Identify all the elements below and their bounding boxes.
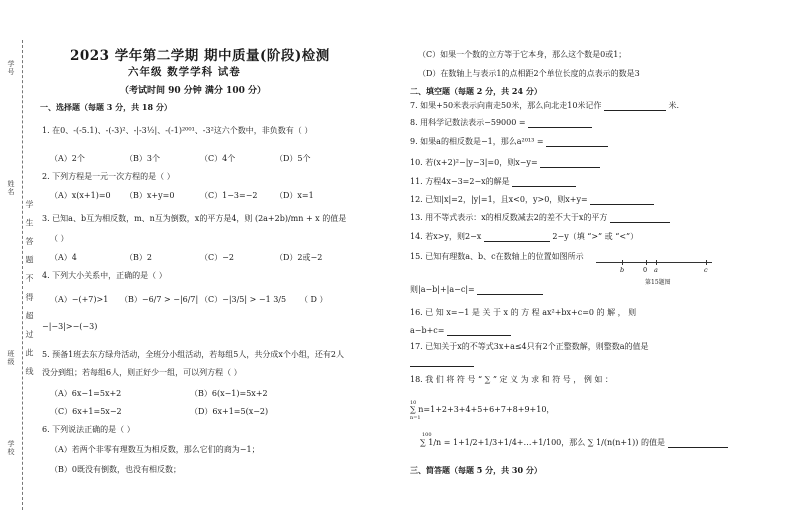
label-zero: 0 [643, 266, 648, 274]
q11-answer-blank[interactable] [512, 177, 576, 187]
q1-option-a: （A）2个 [50, 154, 85, 163]
q9-answer-blank[interactable] [546, 137, 608, 147]
q6-option-a: （A）若两个非零有理数互为相反数，那么它们的商为−1； [50, 445, 260, 454]
question-11 [410, 177, 576, 187]
question-16: 16. 已 知 x=−1 是 关 于 x 的 方 程 ax²+bx+c=0 的 解 ， 则 [410, 308, 637, 317]
q1-option-d: （D）5个 [275, 154, 311, 163]
question-15-b [410, 285, 543, 295]
label-b: b [620, 266, 625, 274]
exam-info: （考试时间 90 分钟 满分 100 分） [120, 86, 266, 96]
q15-answer-blank[interactable] [477, 285, 543, 295]
q2-option-d: （D）x=1 [275, 191, 314, 200]
q4-option-b: （B）−6/7 > −|6/7| [120, 295, 199, 304]
question-17: 17. 已知关于x的不等式3x+a≤4只有2个正整数解，则整数a的值是 [410, 342, 649, 351]
q8-answer-blank[interactable] [528, 118, 592, 128]
question-11-text: 11. 方程4x−3=2−x的解是 [410, 177, 510, 186]
exam-title: 2023 学年第二学期 期中质量(阶段)检测 [70, 48, 330, 64]
binding-label-xuehao: 学号 [7, 60, 15, 76]
question-12-text: 12. 已知|x|=2，|y|=1，且x<0，y>0，则x+y= [410, 195, 588, 204]
question-8 [410, 118, 592, 128]
figure-caption: 第15题图 [645, 279, 671, 286]
tick-zero [646, 260, 647, 265]
binding-label-name: 姓名 [7, 180, 15, 196]
q12-answer-blank[interactable] [590, 195, 654, 205]
question-16-b [410, 326, 511, 336]
tick-c [706, 260, 707, 265]
question-9-text: 9. 如果a的相反数是−1，那么a²⁰¹³ = [410, 137, 544, 146]
q14-answer-blank[interactable] [484, 232, 550, 242]
q5-option-b: （B）6(x−1)=5x+2 [190, 389, 268, 398]
question-15-b-text: 则|a−b|+|a−c|= [410, 285, 475, 294]
number-line-figure [596, 262, 712, 274]
q6-option-c: （C）如果一个数的立方等于它本身，那么这个数是0或1； [418, 50, 627, 59]
section3-heading: 三、简答题（每题 5 分，共 30 分） [410, 465, 542, 475]
question-1: 1. 在0、-(-5.1)、-(-3)²、-|-3½|、-(-1)²⁰⁰¹、-3²这六个数中，非负数有（ ） [42, 126, 313, 135]
label-c: c [704, 266, 708, 274]
sigma-upper-limit-2: 100 [422, 432, 432, 438]
q4-option-d: （ D ） [300, 295, 328, 304]
question-4: 4. 下列大小关系中，正确的是（ ） [42, 271, 167, 280]
q7-answer-blank[interactable] [604, 101, 666, 111]
question-5-cont: 没分到组；若每组6人，则正好少一组，可以列方程（ ） [42, 368, 242, 377]
section1-heading: 一、选择题（每题 3 分，共 18 分） [40, 102, 172, 112]
label-a: a [654, 266, 658, 274]
question-7 [410, 101, 679, 111]
question-16-b-text: a−b+c= [410, 326, 445, 335]
q10-answer-blank[interactable] [540, 158, 600, 168]
question-13 [410, 213, 670, 223]
q3-option-c: （C）−2 [200, 253, 234, 262]
question-3-bracket: （ ） [50, 234, 69, 243]
question-9 [410, 137, 608, 147]
question-14-tail: 2−y（填 “>” 或 “<”） [552, 232, 639, 241]
q2-option-a: （A）x(x+1)=0 [50, 191, 111, 200]
q5-option-c: （C）6x+1=5x−2 [50, 407, 122, 416]
q3-option-a: （A）4 [50, 253, 77, 262]
question-12 [410, 195, 654, 205]
question-3: 3. 已知a、b互为相反数，m、n互为倒数，x的平方是4，则 (2a+2b)/mn + x 的值是 [42, 214, 347, 223]
question-15: 15. 已知有理数a、b、c在数轴上的位置如图所示 [410, 252, 584, 261]
q4-option-d-text: −|−3|>−(−3) [42, 322, 98, 331]
question-7-unit: 米. [668, 101, 680, 110]
q3-option-b: （B）2 [125, 253, 152, 262]
exam-subtitle: 六年级 数学学科 试卷 [128, 66, 241, 78]
question-14 [410, 232, 638, 242]
q5-option-d: （D）6x+1=5(x−2) [190, 407, 269, 416]
question-10-text: 10. 若(x+2)²−|y−3|=0，则x−y= [410, 158, 538, 167]
question-6: 6. 下列说法正确的是（ ） [42, 425, 135, 434]
question-8-text: 8. 用科学记数法表示−59000 = [410, 118, 526, 127]
q13-answer-blank[interactable] [610, 213, 670, 223]
q5-option-a: （A）6x−1=5x+2 [50, 389, 122, 398]
question-13-text: 13. 用不等式表示：x的相反数减去2的差不大于x的平方 [410, 213, 608, 222]
q6-option-d: （D）在数轴上与表示1的点相距2个单位长度的点表示的数是3 [418, 69, 640, 78]
question-18: 18. 我 们 将 符 号 “ ∑ ” 定 义 为 求 和 符 号 ， 例 如 ： [410, 375, 613, 384]
q2-option-b: （B）x+y=0 [125, 191, 175, 200]
question-14-text: 14. 若x>y，则2−x [410, 232, 482, 241]
tick-a [656, 260, 657, 265]
q4-option-a: （A）−(+7)>1 [50, 295, 109, 304]
question-10 [410, 158, 600, 168]
seal-text: 学 生 答 题 不 得 超 过 此 线 [25, 200, 34, 379]
question-18-c-text: ∑ 1/n = 1+1/2+1/3+1/4+…+1/100，那么 ∑ 1/(n(n+1)) 的值是 [420, 438, 665, 447]
q6-option-b: （B）0既没有倒数，也没有相反数； [50, 465, 181, 474]
q1-option-b: （B）3个 [125, 154, 160, 163]
q3-option-d: （D）2或−2 [275, 253, 323, 262]
section2-heading: 二、填空题（每题 2 分，共 24 分） [410, 86, 542, 96]
question-17-b [410, 357, 474, 367]
binding-strip [0, 40, 36, 510]
question-2: 2. 下列方程是一元一次方程的是（ ） [42, 172, 175, 181]
tick-b [622, 260, 623, 265]
question-18-example: ∑ n=1+2+3+4+5+6+7+8+9+10， [410, 405, 555, 414]
sigma-upper-limit: 10 [410, 400, 417, 406]
question-7-text: 7. 如果+50米表示向南走50米，那么向北走10米记作 [410, 101, 602, 110]
q18-answer-blank[interactable] [668, 438, 728, 448]
binding-label-school: 学校 [7, 440, 15, 456]
q4-option-c: （C）−|3/5| > −1 3/5 [200, 295, 287, 304]
q16-answer-blank[interactable] [447, 326, 511, 336]
question-5: 5. 预备1班去东方绿舟活动，全班分小组活动，若每组5人，共分成x个小组，还有2人 [42, 350, 344, 359]
question-18-c [420, 438, 728, 448]
q1-option-c: （C）4个 [200, 154, 236, 163]
q17-answer-blank[interactable] [410, 357, 474, 367]
seal-line [22, 40, 23, 510]
binding-label-class: 班级 [7, 350, 15, 366]
q2-option-c: （C）1−3=−2 [200, 191, 258, 200]
sigma-lower-limit: n=1 [410, 415, 421, 421]
